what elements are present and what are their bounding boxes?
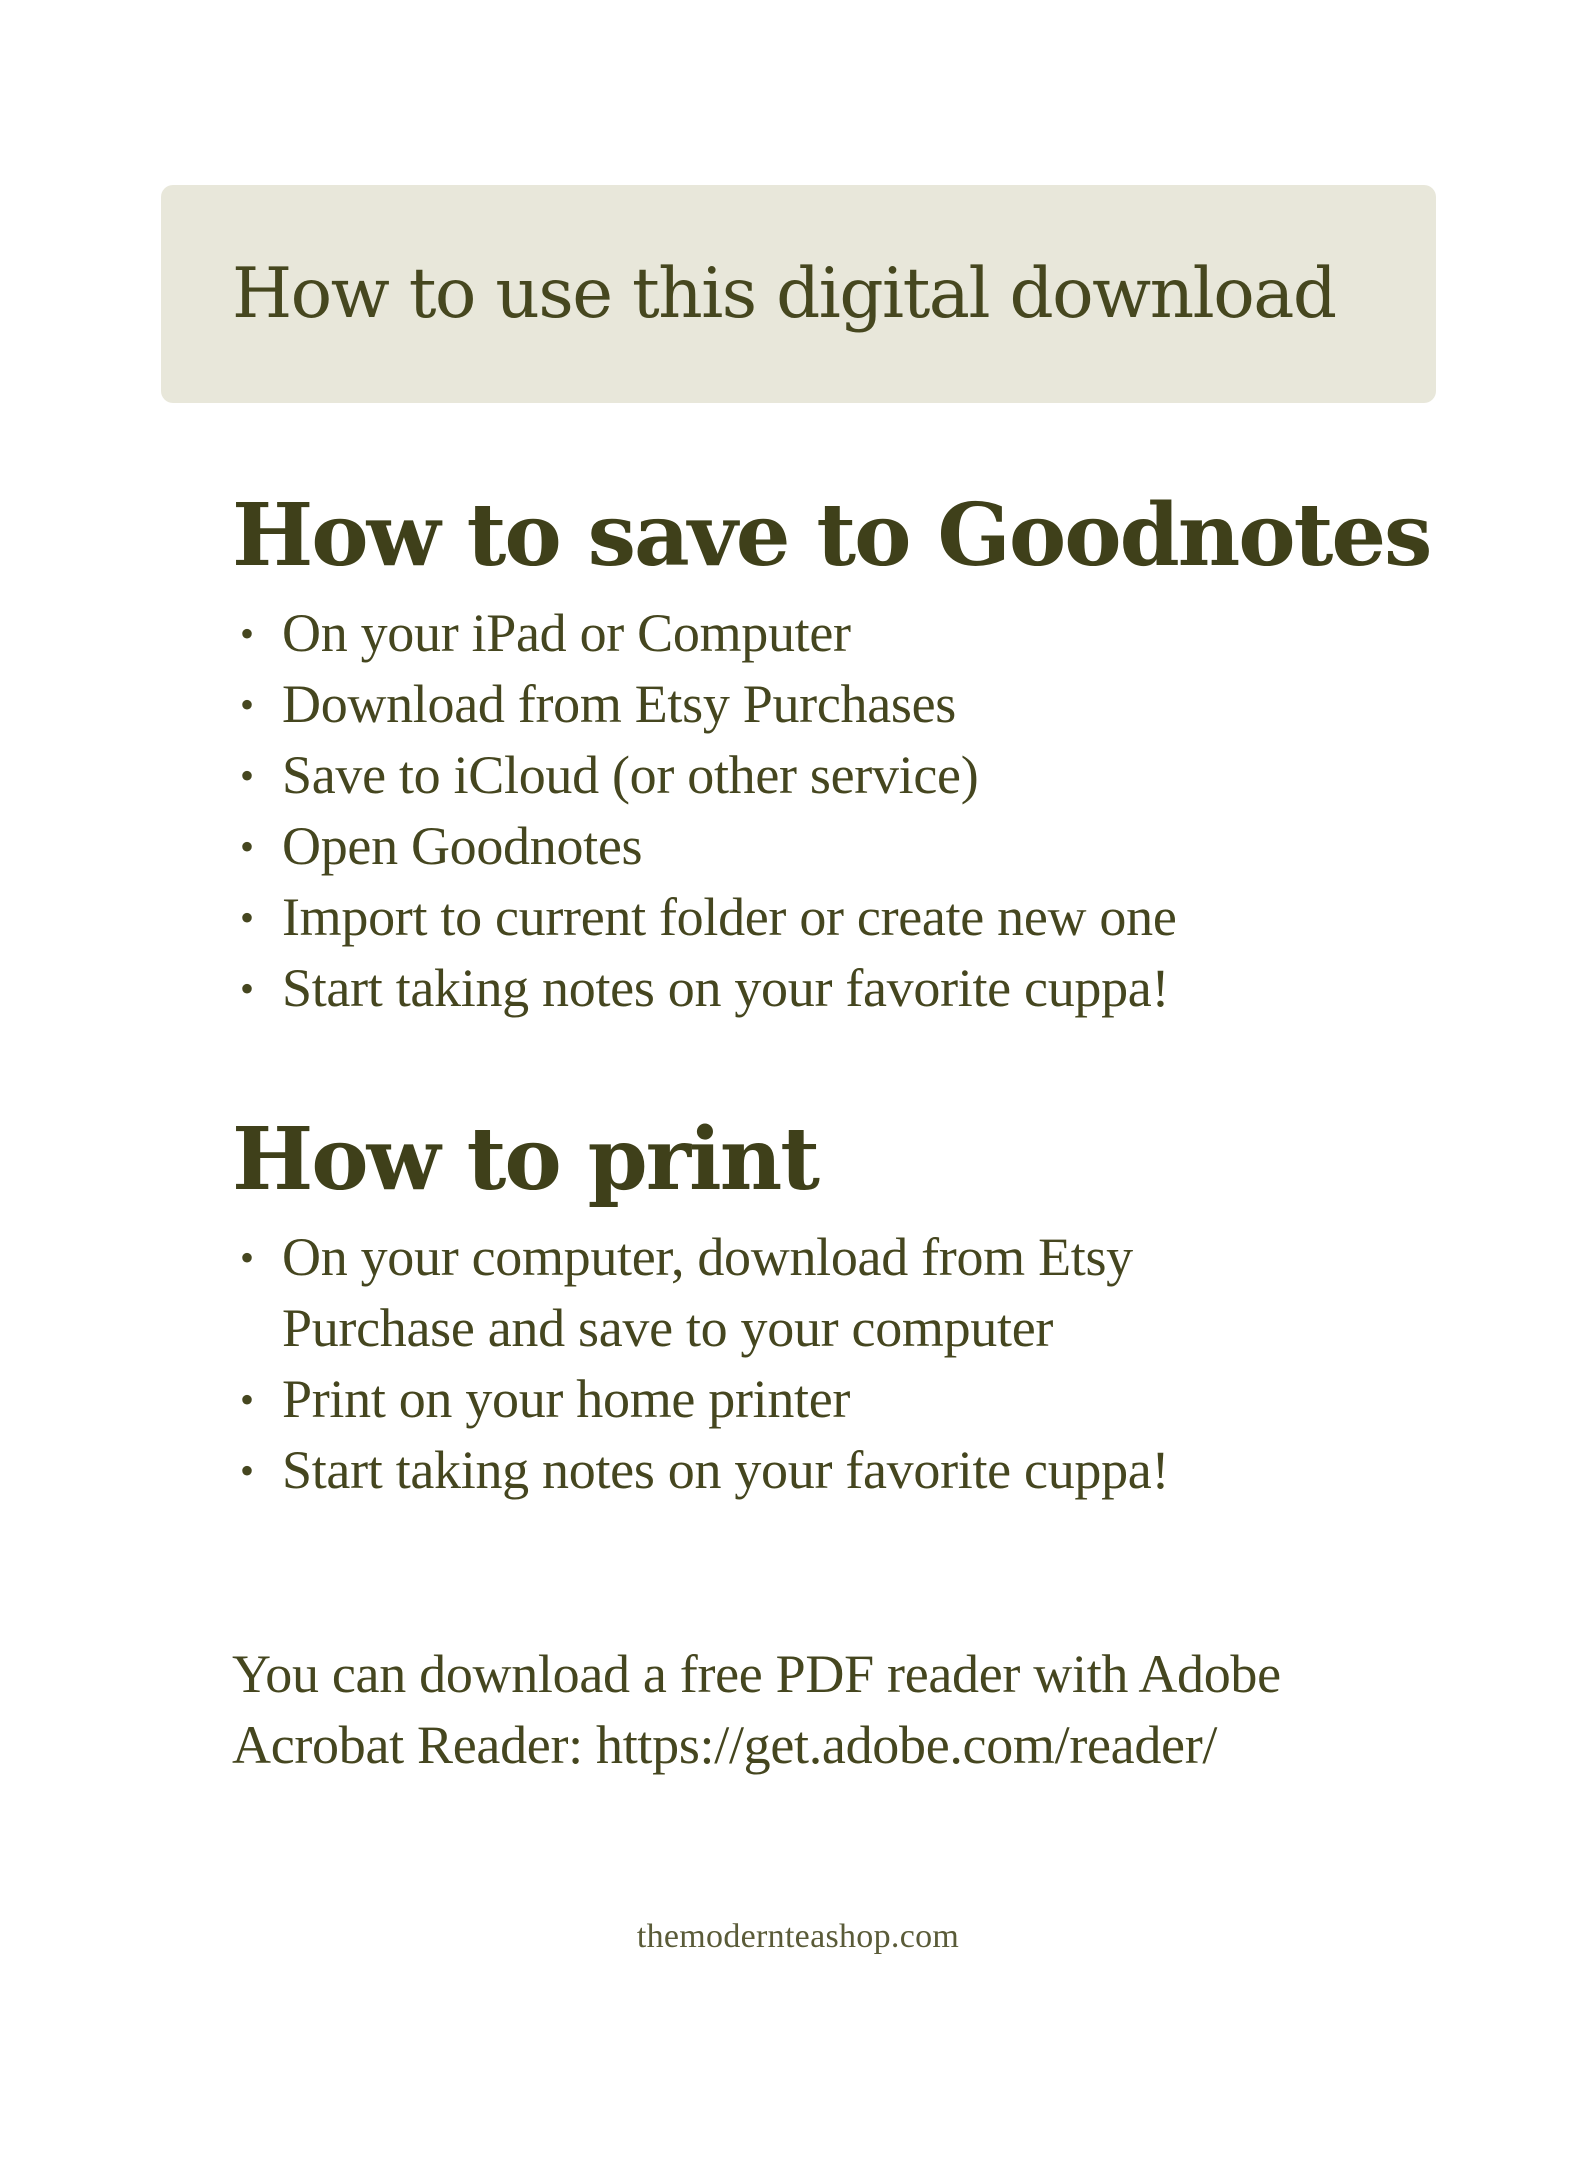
bullet-icon: • xyxy=(240,682,254,727)
list-item-text: Download from Etsy Purchases xyxy=(282,674,956,734)
list-item-text: Start taking notes on your favorite cuppa! xyxy=(282,1440,1170,1500)
list-item xyxy=(232,1222,1482,1364)
print-section xyxy=(232,1110,1482,1506)
bullet-icon: • xyxy=(240,1377,254,1422)
bullet-icon: • xyxy=(240,895,254,940)
footer-website: themodernteashop.com xyxy=(636,1918,960,1955)
list-item-text: Start taking notes on your favorite cuppa! xyxy=(282,958,1170,1018)
goodnotes-steps-list xyxy=(232,598,1482,1024)
list-item xyxy=(232,1364,1482,1435)
list-item xyxy=(232,740,1482,811)
goodnotes-section xyxy=(232,486,1482,1024)
list-item xyxy=(232,811,1482,882)
list-item-text: Print on your home printer xyxy=(282,1369,851,1429)
list-item-text: Open Goodnotes xyxy=(282,816,643,876)
bullet-icon: • xyxy=(240,1235,254,1280)
title-banner xyxy=(161,185,1436,403)
print-steps-list xyxy=(232,1222,1482,1506)
list-item xyxy=(232,1435,1482,1506)
page-title: How to use this digital download xyxy=(232,254,1336,334)
bullet-icon: • xyxy=(240,1448,254,1493)
list-item xyxy=(232,598,1482,669)
print-heading: How to print xyxy=(232,1109,818,1210)
list-item xyxy=(232,953,1482,1024)
goodnotes-heading: How to save to Goodnotes xyxy=(232,485,1431,586)
pdf-reader-note: You can download a free PDF reader with Adobe Acrobat Reader: https://get.adobe.com/reader/ xyxy=(232,1644,1281,1775)
bullet-icon: • xyxy=(240,753,254,798)
bullet-icon: • xyxy=(240,611,254,656)
bullet-icon: • xyxy=(240,824,254,869)
list-item xyxy=(232,669,1482,740)
list-item-text: Save to iCloud (or other service) xyxy=(282,745,979,805)
list-item xyxy=(232,882,1482,953)
list-item-text: On your computer, download from Etsy Purchase and save to your computer xyxy=(282,1227,1133,1358)
bullet-icon: • xyxy=(240,966,254,1011)
list-item-text: On your iPad or Computer xyxy=(282,603,851,663)
list-item-text: Import to current folder or create new one xyxy=(282,887,1177,947)
